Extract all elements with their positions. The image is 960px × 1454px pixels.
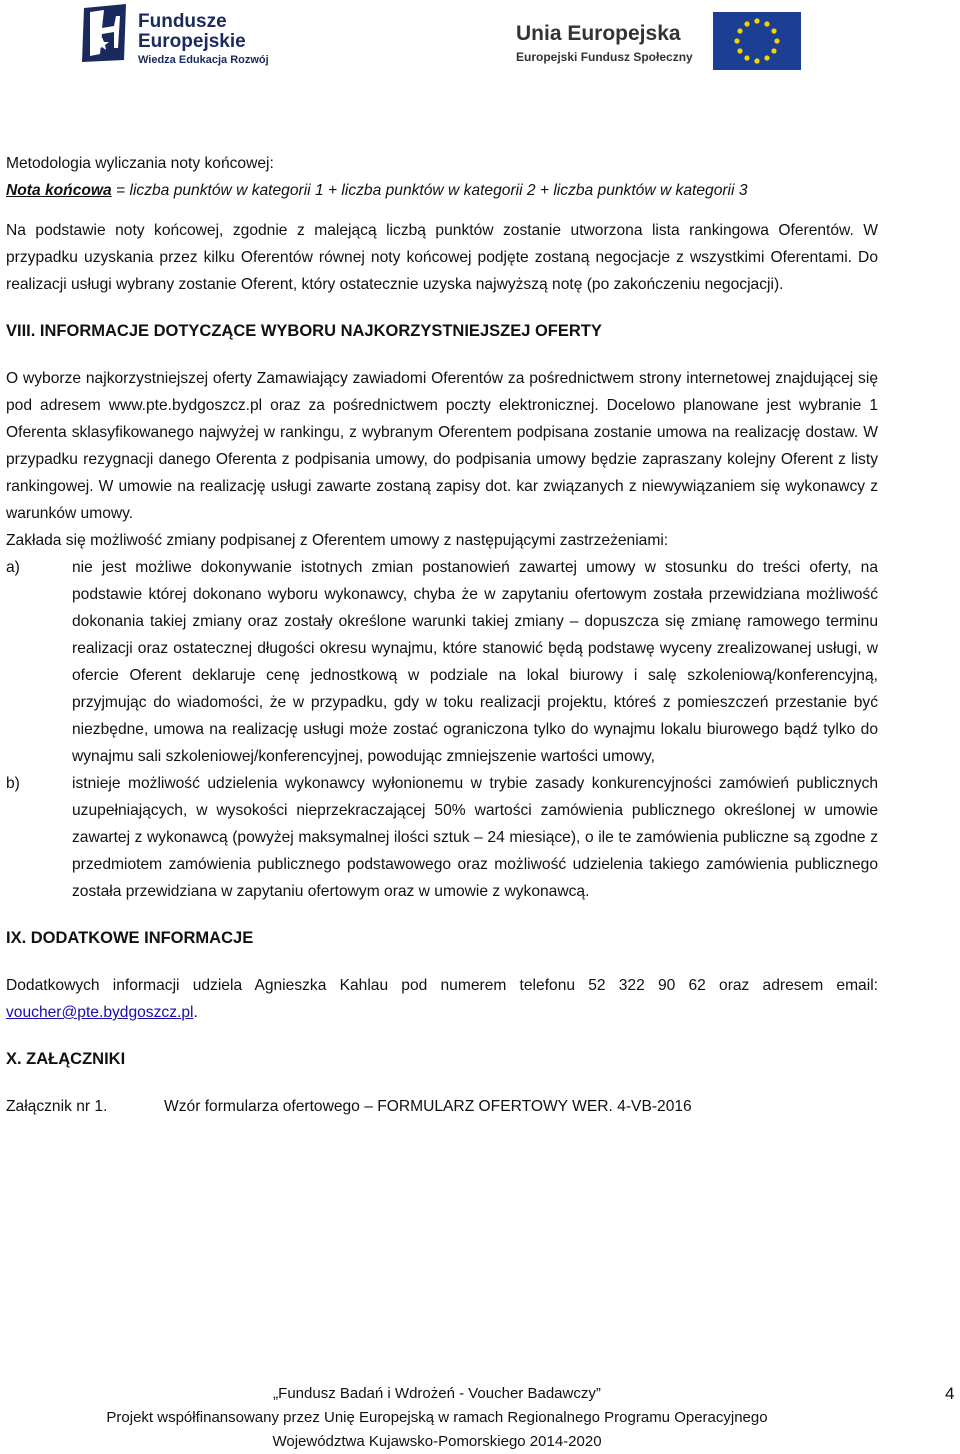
contact-text: Dodatkowych informacji udziela Agnieszka Kahlau pod numerem telefonu 52 322 90 62 oraz adresem email: (6, 977, 878, 994)
formula-term: Nota końcowa (6, 182, 112, 199)
eu-flag-icon (713, 12, 801, 70)
email-link[interactable]: voucher@pte.bydgoszcz.pl (6, 1004, 194, 1021)
formula (6, 177, 878, 204)
list-text: nie jest możliwe dokonywanie istotnych zmian postanowień zawartej umowy w stosunku do treści oferty, na podstawie której dokonano wyboru wykonawcy, chyba że w zapytaniu ofertowym została przewidziana możliwość dokonania takiej zmiany oraz zostały określone warunki takiej zmiany – dopuszcza się zmianę ramowego terminu realizacji oraz ostatecznej długości okresu wynajmu, które stanowić będą podstawę wyceny zrealizowanej usługi, w ofercie Oferent deklaruje cenę jednostkową w podziale na lokal biurowy i salę szkoleniową/konferencyjną, przyjmując do wiadomości, że w przypadku, gdy w toku realizacji projektu, któreś z pomieszczeń przestanie być niezbędne, umowa na realizację usługi może zostać ograniczona tylko do wynajmu lokalu biurowego bądź tylko do wynajmu sali szkoleniowej/konferencyjnej, powodując zmniejszenie wartości umowy, (72, 559, 878, 765)
eu-logo-line1: Unia Europejska (516, 22, 681, 45)
list-item (6, 770, 878, 905)
fe-logo-line3: Wiedza Edukacja Rozwój (138, 54, 269, 66)
document-body (6, 150, 878, 1120)
section-10-heading: X. ZAŁĄCZNIKI (6, 1050, 126, 1068)
page-header (0, 0, 960, 80)
changes-intro: Zakłada się możliwość zmiany podpisanej z Oferentem umowy z następującymi zastrzeżeniami: (6, 532, 669, 549)
list-marker: a) (6, 559, 20, 576)
section-9-heading: IX. DODATKOWE INFORMACJE (6, 929, 254, 947)
formula-rest: = liczba punktów w kategorii 1 + liczba punktów w kategorii 2 + liczba punktów w kategorii 3 (111, 182, 748, 199)
unia-europejska-logo (516, 10, 816, 70)
attachment-row (6, 1093, 878, 1120)
list-marker: b) (6, 775, 20, 792)
fe-star-flag-icon (80, 2, 130, 64)
fundusze-europejskie-logo (80, 2, 290, 72)
footer-line3: Województwa Kujawsko-Pomorskiego 2014-2020 (272, 1433, 602, 1450)
list-item (6, 554, 878, 770)
selection-paragraph: O wyborze najkorzystniejszej oferty Zamawiający zawiadomi Oferentów za pośrednictwem strony internetowej znajdującej się pod adresem www.pte.bydgoszcz.pl oraz za pośrednictwem poczty elektronicznej. Docelowo planowane jest wybranie 1 Oferenta sklasyfikowanego najwyżej w rankingu, z wybranym Oferentem podpisana zostanie umowa na realizację dostaw. W przypadku rezygnacji danego Oferenta z podpisania umowy, do podpisania umowy będzie zapraszany kolejny Oferent z listy rankingowej. W umowie na realizację usługi zawarte zostaną zapisy dot. kar związanych z niewywiązaniem się wykonawcy z warunków umowy. (6, 370, 878, 522)
contact-end: . (193, 1004, 198, 1021)
fe-logo-line2: Europejskie (138, 31, 246, 52)
contact-paragraph (6, 972, 878, 1026)
footer-line1: „Fundusz Badań i Wdrożeń - Voucher Badawczy” (273, 1385, 601, 1402)
section-8-heading: VIII. INFORMACJE DOTYCZĄCE WYBORU NAJKORZYSTNIEJSZEJ OFERTY (6, 322, 602, 340)
list-text: istnieje możliwość udzielenia wykonawcy wyłonionemu w trybie zasady konkurencyjności zamówień publicznych uzupełniających, w wysokości nieprzekraczającej 50% wartości zamówienia publicznego określonej w umowie zawartej z wykonawcą (powyżej maksymalnej ilości sztuk – 24 miesiące), o ile te zamówienia publiczne są zgodne z przedmiotem zamówienia publicznego podstawowego oraz możliwość udzielenia takiego zamówienia publicznego została przewidziana w zapytaniu ofertowym oraz w umowie z wykonawcą. (72, 775, 878, 900)
page-number: 4 (945, 1384, 955, 1403)
ranking-paragraph: Na podstawie noty końcowej, zgodnie z malejącą liczbą punktów zostanie utworzona lista rankingowa Oferentów. W przypadku uzyskania przez kilku Oferentów równej noty końcowej podjęte zostaną negocjacje z wszystkimi Oferentami. Do realizacji usługi wybrany zostanie Oferent, który ostatecznie uzyska najwyższą notę (po zakończeniu negocjacji). (6, 222, 878, 293)
attachment-value: Wzór formularza ofertowego – FORMULARZ OFERTOWY WER. 4-VB-2016 (164, 1098, 692, 1115)
footer-line2: Projekt współfinansowany przez Unię Europejską w ramach Regionalnego Programu Operacyjnego (106, 1409, 768, 1426)
fe-logo-line1: Fundusze (138, 11, 227, 32)
methodology-title: Metodologia wyliczania noty końcowej: (6, 155, 274, 172)
eu-logo-line2: Europejski Fundusz Społeczny (516, 50, 693, 64)
attachment-label: Załącznik nr 1. (6, 1098, 108, 1115)
